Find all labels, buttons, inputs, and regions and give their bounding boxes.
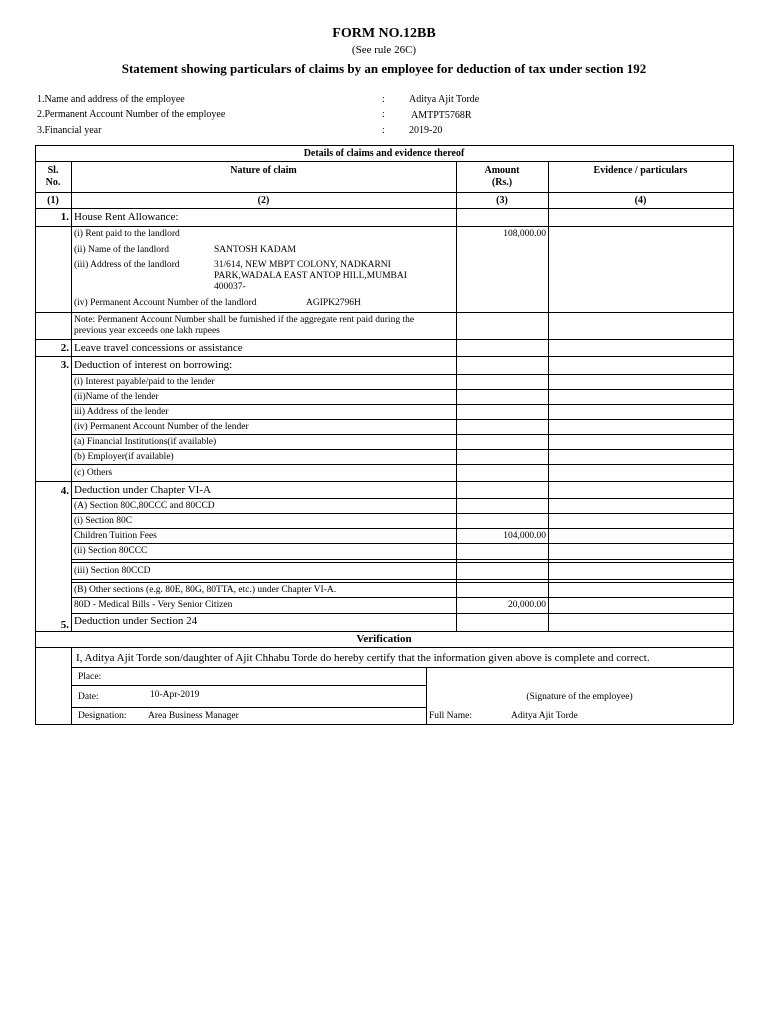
financial-year-value: 2019-20 <box>409 125 443 136</box>
via-80d-amount: 20,000.00 <box>508 600 546 610</box>
table-title: Details of claims and evidence thereof <box>303 148 465 159</box>
via-children-tuition-fees: Children Tuition Fees <box>74 531 157 541</box>
interest-item: iii) Address of the lender <box>74 407 169 417</box>
section-5-title: Deduction under Section 24 <box>74 615 198 627</box>
interest-item: (b) Employer(if available) <box>74 452 174 462</box>
signature-label: (Signature of the employee) <box>526 692 633 702</box>
hra-landlord-address-line3: 400037- <box>214 282 246 292</box>
col-number-1: (1) <box>47 195 59 206</box>
col-number-3: (3) <box>496 195 508 206</box>
section-5-number: 5. <box>60 619 69 631</box>
section-2-number: 2. <box>60 342 69 354</box>
hra-landlord-address-line1: 31/614, NEW MBPT COLONY, NADKARNI <box>214 260 391 270</box>
employee-name-value: Aditya Ajit Torde <box>409 94 480 105</box>
fullname-value: Aditya Ajit Torde <box>511 711 578 721</box>
fullname-label: Full Name: <box>429 711 473 721</box>
interest-item: (iv) Permanent Account Number of the lender <box>74 422 249 432</box>
separator: : <box>382 109 385 120</box>
interest-item: (i) Interest payable/paid to the lender <box>74 377 215 387</box>
via-section-a: (A) Section 80C,80CCC and 80CCD <box>74 501 215 511</box>
designation-label: Designation: <box>78 711 127 721</box>
col-evidence-header: Evidence / particulars <box>593 165 688 176</box>
via-section-b: (B) Other sections (e.g. 80E, 80G, 80TTA, etc.) under Chapter VI-A. <box>74 585 337 595</box>
col-number-2: (2) <box>257 195 270 206</box>
hra-rent-amount: 108,000.00 <box>503 229 546 239</box>
hra-note-line1: Note: Permanent Account Number shall be furnished if the aggregate rent paid during the <box>74 315 415 325</box>
verification-title: Verification <box>356 633 412 645</box>
hra-note-line2: previous year exceeds one lakh rupees <box>74 326 220 336</box>
via-80ccd: (iii) Section 80CCD <box>74 566 151 576</box>
section-4-title: Deduction under Chapter VI-A <box>74 484 211 496</box>
financial-year-label: 3.Financial year <box>37 125 102 136</box>
employee-pan-label: 2.Permanent Account Number of the employee <box>37 109 226 120</box>
via-children-tuition-amount: 104,000.00 <box>503 531 546 541</box>
hra-landlord-address-line2: PARK,WADALA EAST ANTOP HILL,MUMBAI <box>214 271 407 281</box>
col-amount-header: Amount <box>484 165 520 176</box>
via-80ccc: (ii) Section 80CCC <box>74 546 148 556</box>
hra-landlord-pan-value: AGIPK2796H <box>306 298 361 308</box>
rule-reference: (See rule 26C) <box>351 44 417 56</box>
section-1-number: 1. <box>60 211 69 223</box>
via-80d: 80D - Medical Bills - Very Senior Citizen <box>74 600 233 610</box>
employee-pan-value: AMTPT5768R <box>411 110 472 121</box>
col-sl-header: Sl. <box>47 165 59 176</box>
hra-landlord-name-value: SANTOSH KADAM <box>214 245 296 255</box>
employee-name-label: 1.Name and address of the employee <box>37 94 185 105</box>
interest-item: (a) Financial Institutions(if available) <box>74 437 217 447</box>
section-2-title: Leave travel concessions or assistance <box>74 342 243 354</box>
via-80c: (i) Section 80C <box>74 516 133 526</box>
place-label: Place: <box>78 672 102 682</box>
date-value: 10-Apr-2019 <box>150 690 200 700</box>
section-3-number: 3. <box>60 359 69 371</box>
section-4-number: 4. <box>60 485 69 497</box>
form-number: FORM NO.12BB <box>332 26 436 41</box>
hra-landlord-name-label: (ii) Name of the landlord <box>74 245 169 255</box>
date-label: Date: <box>78 692 99 702</box>
verification-statement: I, Aditya Ajit Torde son/daughter of Ajit Chhabu Torde do hereby certify that the information given above is complete and correct. <box>76 652 650 664</box>
hra-rent-label: (i) Rent paid to the landlord <box>74 229 180 239</box>
interest-item: (c) Others <box>74 468 113 478</box>
section-1-title: House Rent Allowance: <box>74 211 179 223</box>
separator: : <box>382 94 385 105</box>
designation-value: Area Business Manager <box>148 711 239 721</box>
hra-landlord-pan-label: (iv) Permanent Account Number of the landlord <box>74 298 257 308</box>
section-3-title: Deduction of interest on borrowing: <box>74 359 233 371</box>
interest-item: (ii)Name of the lender <box>74 392 159 402</box>
separator: : <box>382 125 385 136</box>
col-number-4: (4) <box>634 195 647 206</box>
statement-title: Statement showing particulars of claims by an employee for deduction of tax under section 192 <box>121 61 647 76</box>
col-nature-header: Nature of claim <box>230 165 297 176</box>
hra-landlord-address-label: (iii) Address of the landlord <box>74 260 180 270</box>
col-no-header: No. <box>45 177 61 188</box>
col-rs-header: (Rs.) <box>491 177 513 188</box>
